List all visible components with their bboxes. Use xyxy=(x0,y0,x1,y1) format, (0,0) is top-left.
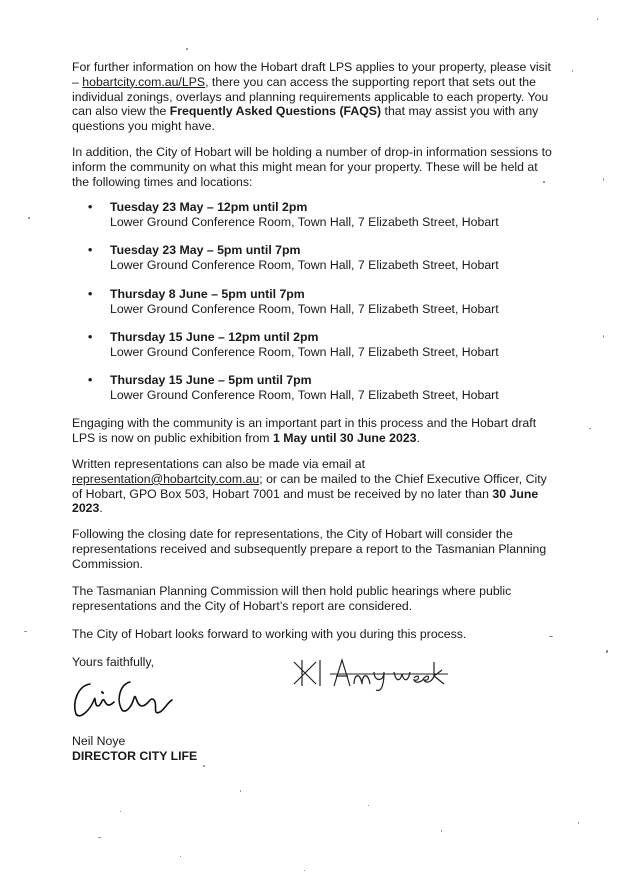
session-location: Lower Ground Conference Room, Town Hall, 7 Elizabeth Street, Hobart xyxy=(110,387,499,402)
scan-speck xyxy=(98,837,101,838)
signatory-name: Neil Noye xyxy=(72,734,126,748)
session-location: Lower Ground Conference Room, Town Hall, 7 Elizabeth Street, Hobart xyxy=(110,301,499,316)
looking-forward-paragraph: The City of Hobart looks forward to working with you during this process. xyxy=(72,627,467,641)
scan-speck xyxy=(603,335,604,338)
scan-speck xyxy=(120,811,121,812)
scan-speck xyxy=(304,870,305,871)
scan-speck xyxy=(240,790,241,792)
scan-speck xyxy=(180,856,181,857)
sessions-intro-paragraph: In addition, the City of Hobart will be holding a number of drop-in information sessions to inform the community on what this might mean for your property. These will be held at the following times and locations: xyxy=(72,145,552,189)
faqs-text: Frequently Asked Questions (FAQS) xyxy=(169,104,382,119)
session-title: Tuesday 23 May – 12pm until 2pm xyxy=(110,200,308,214)
exhibition-dates: 1 May until 30 June 2023 xyxy=(272,430,417,445)
signatory-title: DIRECTOR CITY LIFE xyxy=(72,749,198,763)
bullet-icon: • xyxy=(88,200,93,214)
session-location: Lower Ground Conference Room, Town Hall, 7 Elizabeth Street, Hobart xyxy=(110,344,499,359)
deadline-date: 30 June 2023 xyxy=(72,486,539,516)
session-title: Thursday 15 June – 5pm until 7pm xyxy=(110,373,312,387)
scan-speck xyxy=(572,70,573,72)
session-title: Thursday 15 June – 12pm until 2pm xyxy=(110,330,319,344)
handwritten-note xyxy=(290,654,450,694)
scan-speck xyxy=(368,805,369,806)
lps-link[interactable]: hobartcity.com.au/LPS xyxy=(82,74,206,89)
info-paragraph: For further information on how the Hobart draft LPS applies to your property, please visit – hobartcity.com.au/LPS, there you can access the supporting report that sets out the individual zonings, overlays and planning requirements applicable to each property. You can also view the Frequently Asked Questions (FAQS) that may assist you with any questions you might have. xyxy=(72,60,551,134)
session-title: Thursday 8 June – 5pm until 7pm xyxy=(110,287,305,301)
bullet-icon: • xyxy=(88,330,93,344)
written-representations-paragraph: Written representations can also be made via email at representation@hobartcity.com.au; or can be mailed to the Chief Executive Officer, City of Hobart, GPO Box 503, Hobart 7001 and must be received by no later than 30 June 2023. xyxy=(72,457,547,516)
scan-speck xyxy=(578,822,579,824)
scan-speck xyxy=(203,765,205,767)
bullet-icon: • xyxy=(88,373,93,387)
session-title: Tuesday 23 May – 5pm until 7pm xyxy=(110,243,301,257)
scan-speck xyxy=(186,48,188,50)
scan-speck xyxy=(549,636,553,637)
scan-speck xyxy=(589,428,591,429)
scan-speck xyxy=(441,830,442,832)
bullet-icon: • xyxy=(88,287,93,301)
scan-speck xyxy=(606,650,608,653)
scan-speck xyxy=(28,217,30,219)
closing-date-paragraph: Following the closing date for representations, the City of Hobart will consider the representations received and subsequently prepare a report to the Tasmanian Planning Commission. xyxy=(72,527,547,571)
session-location: Lower Ground Conference Room, Town Hall, 7 Elizabeth Street, Hobart xyxy=(110,214,499,229)
session-location: Lower Ground Conference Room, Town Hall, 7 Elizabeth Street, Hobart xyxy=(110,257,499,272)
scan-speck xyxy=(543,181,545,183)
scan-speck xyxy=(603,178,604,181)
exhibition-paragraph: Engaging with the community is an important part in this process and the Hobart draft LPS is now on public exhibition from 1 May until 30 June 2023. xyxy=(72,416,537,445)
email-link[interactable]: representation@hobartcity.com.au xyxy=(72,471,260,486)
scan-speck xyxy=(597,18,598,20)
public-hearings-paragraph: The Tasmanian Planning Commission will then hold public hearings where public representations and the City of Hobart’s report are considered. xyxy=(72,584,512,613)
closing-salutation: Yours faithfully, xyxy=(72,655,155,669)
scan-speck xyxy=(24,631,27,632)
bullet-icon: • xyxy=(88,243,93,257)
signature-image xyxy=(68,672,183,724)
